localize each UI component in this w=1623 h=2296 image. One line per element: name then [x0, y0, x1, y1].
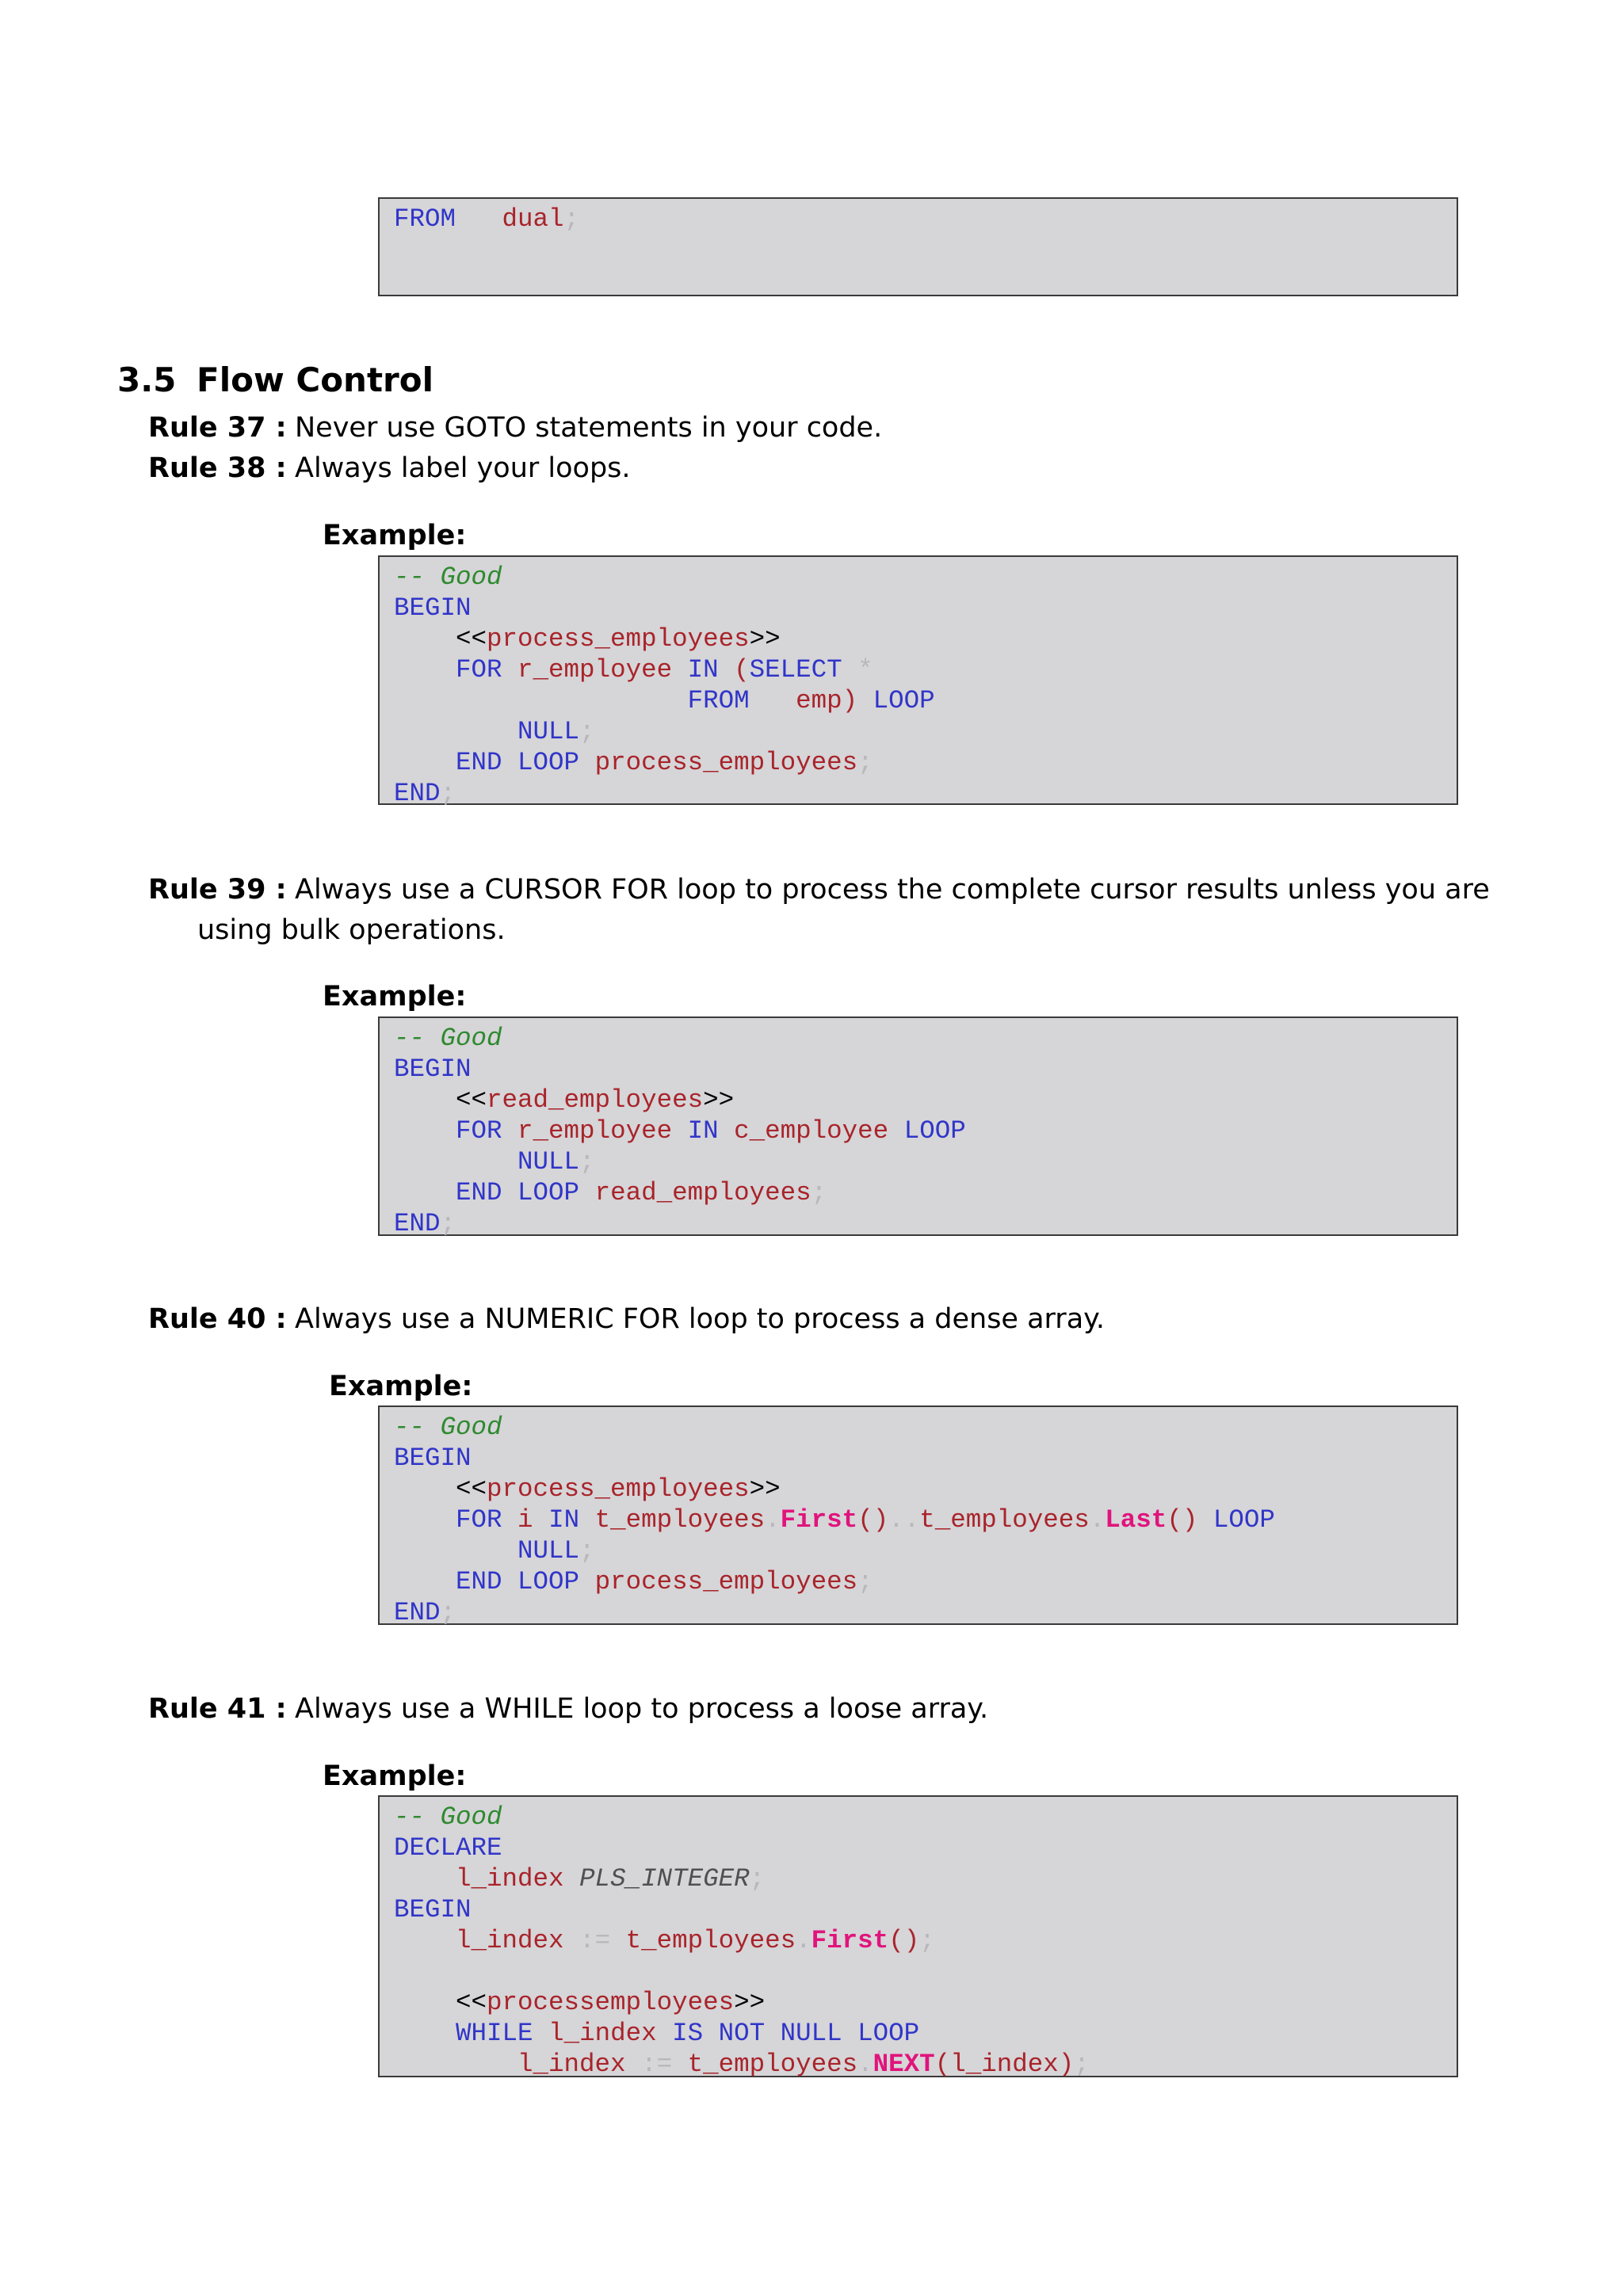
label-bracket: << — [456, 624, 487, 654]
code-line — [394, 1023, 1457, 1054]
comment: -- Good — [394, 1802, 502, 1832]
keyword: LOOP — [1212, 1505, 1275, 1535]
code-line — [394, 1177, 1457, 1208]
keyword: FOR — [456, 1505, 502, 1535]
example-label: Example: — [323, 520, 467, 551]
code-line — [394, 2018, 1457, 2049]
code-line — [394, 1412, 1457, 1443]
code-line — [394, 1925, 1457, 1956]
punctuation: ; — [749, 1864, 766, 1894]
assignment-operator: := — [579, 1926, 611, 1955]
loop-label: process_employees — [594, 1567, 858, 1596]
section-number: 3.5 — [117, 360, 177, 399]
range-operator: .. — [888, 1505, 920, 1535]
punctuation: ; — [579, 1147, 595, 1177]
assignment-operator: := — [641, 2050, 673, 2079]
keyword: DECLARE — [394, 1833, 502, 1863]
code-listing — [380, 557, 1457, 809]
code-block-numeric-for — [378, 1405, 1458, 1625]
code-line — [394, 1146, 1457, 1177]
paren: () — [888, 1926, 920, 1955]
loop-label: process_employees — [487, 1474, 750, 1504]
keyword: BEGIN — [394, 1055, 472, 1084]
code-line-blank — [394, 1956, 1457, 1987]
code-block-from-dual — [378, 197, 1458, 296]
rule-text-continuation: using bulk operations. — [197, 914, 506, 946]
rule-label: Rule 37 : — [148, 412, 287, 444]
code-line — [394, 1535, 1457, 1566]
type-name: PLS_INTEGER — [579, 1864, 750, 1894]
code-line — [394, 1116, 1457, 1146]
label-bracket: >> — [749, 1474, 781, 1504]
section-title: Flow Control — [197, 360, 433, 399]
paren: () — [857, 1505, 889, 1535]
punctuation: . — [1089, 1505, 1106, 1535]
loop-label: processemployees — [487, 1988, 735, 2017]
loop-label: read_employees — [487, 1085, 704, 1115]
rule-text: Never use GOTO statements in your code. — [295, 412, 883, 444]
code-line — [394, 1208, 1457, 1239]
label-bracket: << — [456, 1988, 487, 2017]
punctuation: ; — [919, 1926, 935, 1955]
identifier: l_index — [456, 1864, 564, 1894]
punctuation: ; — [857, 1567, 873, 1596]
keyword: END LOOP — [456, 748, 580, 777]
code-line — [394, 1802, 1457, 1833]
keyword: WHILE — [456, 2019, 533, 2048]
code-block-label-loops — [378, 555, 1458, 808]
identifier: emp) — [796, 686, 858, 715]
punctuation: ; — [440, 779, 456, 808]
punctuation: ; — [1074, 2050, 1090, 2079]
keyword: NULL — [517, 1147, 580, 1177]
identifier: t_employees — [594, 1505, 766, 1535]
punctuation: ; — [579, 717, 595, 746]
code-listing — [380, 1407, 1457, 1628]
keyword: NULL — [517, 1536, 580, 1566]
code-line — [394, 2049, 1457, 2080]
punctuation: ; — [563, 204, 580, 234]
label-bracket: >> — [734, 1988, 766, 2017]
code-line — [394, 1833, 1457, 1863]
code-listing — [380, 199, 1457, 235]
punctuation: ; — [857, 748, 873, 777]
comment: -- Good — [394, 1413, 502, 1442]
rule-text: Always use a NUMERIC FOR loop to process a dense array. — [295, 1303, 1105, 1335]
code-line — [394, 1597, 1457, 1628]
rule-label: Rule 39 : — [148, 874, 287, 906]
keyword: NULL — [517, 717, 580, 746]
code-line — [394, 1987, 1457, 2018]
keyword: BEGIN — [394, 593, 472, 623]
code-line — [394, 593, 1457, 624]
label-bracket: >> — [749, 624, 781, 654]
paren: ( — [734, 655, 750, 685]
code-line — [394, 716, 1457, 747]
keyword: FROM — [687, 686, 750, 715]
loop-label: process_employees — [487, 624, 750, 654]
punctuation: . — [765, 1505, 781, 1535]
identifier: t_employees — [625, 1926, 796, 1955]
punctuation: ; — [811, 1178, 827, 1207]
code-line — [394, 1566, 1457, 1597]
keyword: END LOOP — [456, 1567, 580, 1596]
identifier: dual — [502, 204, 564, 234]
identifier: r_employee — [517, 655, 673, 685]
code-listing — [380, 1018, 1457, 1239]
label-bracket: << — [456, 1085, 487, 1115]
punctuation: ; — [440, 1209, 456, 1238]
example-label: Example: — [323, 981, 467, 1013]
keyword: END — [394, 779, 441, 808]
keyword: BEGIN — [394, 1895, 472, 1924]
identifier: i — [517, 1505, 533, 1535]
keyword: FROM — [394, 204, 456, 234]
rule-text: Always use a WHILE loop to process a loose array. — [295, 1693, 989, 1725]
rule-text: Always use a CURSOR FOR loop to process the complete cursor results unless you are — [295, 874, 1490, 906]
punctuation: * — [857, 655, 873, 685]
builtin-function: NEXT — [873, 2050, 935, 2079]
keyword: FOR — [456, 1116, 502, 1146]
identifier: r_employee — [517, 1116, 673, 1146]
keyword: SELECT — [749, 655, 842, 685]
keyword: IN — [687, 655, 719, 685]
builtin-function: First — [780, 1505, 858, 1535]
identifier: t_employees — [919, 1505, 1090, 1535]
example-label: Example: — [323, 1760, 467, 1792]
comment: -- Good — [394, 1024, 502, 1053]
keyword: IN — [548, 1505, 580, 1535]
keyword: LOOP — [903, 1116, 966, 1146]
identifier: (l_index) — [934, 2050, 1075, 2079]
code-line — [394, 1894, 1457, 1925]
code-line — [394, 654, 1457, 685]
code-line — [394, 1474, 1457, 1505]
comment: -- Good — [394, 563, 502, 592]
identifier: c_employee — [734, 1116, 889, 1146]
loop-label: process_employees — [594, 748, 858, 777]
punctuation: . — [796, 1926, 812, 1955]
paren: () — [1167, 1505, 1198, 1535]
keyword: END — [394, 1598, 441, 1627]
label-bracket: >> — [703, 1085, 735, 1115]
example-label: Example: — [329, 1371, 473, 1402]
rule-label: Rule 38 : — [148, 452, 287, 484]
identifier: l_index — [456, 1926, 564, 1955]
code-line — [394, 685, 1457, 716]
code-line — [394, 1054, 1457, 1085]
punctuation: ; — [579, 1536, 595, 1566]
keyword: END LOOP — [456, 1178, 580, 1207]
identifier: l_index — [517, 2050, 626, 2079]
keyword: IS NOT NULL LOOP — [672, 2019, 920, 2048]
builtin-function: First — [811, 1926, 889, 1955]
code-line — [394, 1863, 1457, 1894]
code-listing — [380, 1797, 1457, 2080]
keyword: FOR — [456, 655, 502, 685]
identifier: l_index — [548, 2019, 657, 2048]
code-line — [394, 1085, 1457, 1116]
code-block-while-loop — [378, 1795, 1458, 2077]
keyword: BEGIN — [394, 1444, 472, 1473]
section-heading — [117, 360, 433, 399]
code-block-cursor-for — [378, 1016, 1458, 1236]
punctuation: ; — [440, 1598, 456, 1627]
punctuation: . — [857, 2050, 873, 2079]
code-line — [394, 624, 1457, 654]
rule-label: Rule 40 : — [148, 1303, 287, 1335]
loop-label: read_employees — [594, 1178, 812, 1207]
code-line — [394, 204, 1457, 235]
keyword: IN — [687, 1116, 719, 1146]
code-line — [394, 778, 1457, 809]
keyword: END — [394, 1209, 441, 1238]
label-bracket: << — [456, 1474, 487, 1504]
code-line — [394, 1443, 1457, 1474]
identifier: t_employees — [687, 2050, 858, 2079]
keyword: LOOP — [873, 686, 935, 715]
builtin-function: Last — [1105, 1505, 1167, 1535]
rule-text: Always label your loops. — [295, 452, 631, 484]
code-line — [394, 747, 1457, 778]
code-line — [394, 562, 1457, 593]
rule-label: Rule 41 : — [148, 1693, 287, 1725]
code-line — [394, 1505, 1457, 1535]
